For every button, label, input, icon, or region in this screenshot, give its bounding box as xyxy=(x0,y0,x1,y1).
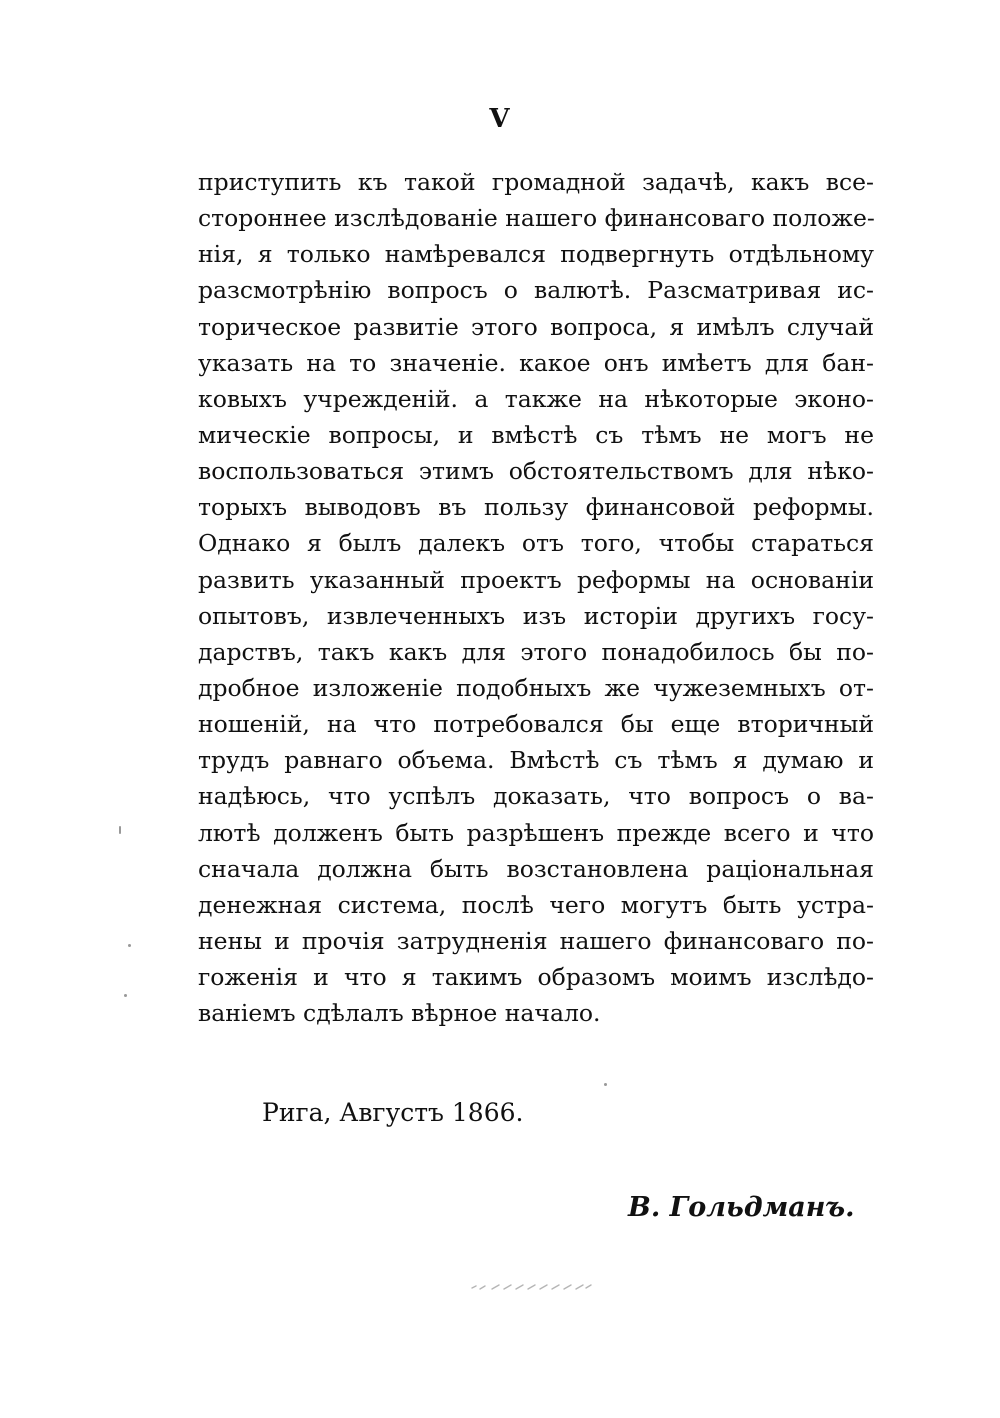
text-line: трудъ равнаго объема. Вмѣстѣ съ тѣмъ я думаю и xyxy=(198,746,874,775)
text-line: торическое развитіе этого вопроса, я имѣлъ случай xyxy=(198,312,874,341)
margin-speck xyxy=(604,1083,607,1086)
margin-speck xyxy=(128,944,131,947)
text-line: разсмотрѣнію вопросъ о валютѣ. Разсматривая ис- xyxy=(198,276,874,305)
text-line: сначала должна быть возстановлена раціональная xyxy=(198,854,874,883)
text-line: ваніемъ сдѣлалъ вѣрное начало. xyxy=(198,999,601,1028)
page-number: V xyxy=(489,104,511,134)
text-line: указать на то значеніе. какое онъ имѣетъ для бан- xyxy=(198,348,874,377)
text-line: ковыхъ учрежденій. а также на нѣкоторые эконо- xyxy=(198,384,874,413)
signature: В. Гольдманъ. xyxy=(628,1192,855,1223)
text-line: стороннее изслѣдованіе нашего финансоваго положе- xyxy=(198,204,875,233)
text-line: мическіе вопросы, и вмѣстѣ съ тѣмъ не могъ не xyxy=(198,420,874,449)
text-line: гоженія и что я такимъ образомъ моимъ изслѣдо- xyxy=(198,963,874,992)
text-line: дробное изложеніе подобныхъ же чужеземныхъ от- xyxy=(198,673,874,702)
text-line: нены и прочія затрудненія нашего финансоваго по- xyxy=(198,926,874,955)
ornament-divider xyxy=(470,1280,594,1294)
text-line: лютѣ долженъ быть разрѣшенъ прежде всего и что xyxy=(198,818,874,847)
text-line: опытовъ, извлеченныхъ изъ исторіи другихъ госу- xyxy=(198,601,874,630)
text-line: приступить къ такой громадной задачѣ, какъ все- xyxy=(198,168,874,196)
margin-speck xyxy=(119,826,121,834)
text-line: надѣюсь, что успѣлъ доказать, что вопросъ о ва- xyxy=(198,782,874,811)
text-line: Однако я былъ далекъ отъ того, чтобы стараться xyxy=(198,529,874,558)
place-date: Рига, Августъ 1866. xyxy=(262,1098,524,1127)
margin-speck xyxy=(124,994,127,997)
text-line: денежная система, послѣ чего могутъ быть устра- xyxy=(198,890,874,919)
text-line: развить указанный проектъ реформы на основаніи xyxy=(198,565,874,594)
text-line: дарствъ, такъ какъ для этого понадобилось бы по- xyxy=(198,637,874,666)
text-line: воспользоваться этимъ обстоятельствомъ для нѣко- xyxy=(198,457,874,486)
text-line: нія, я только намѣревался подвергнуть отдѣльному xyxy=(198,240,874,269)
body-text xyxy=(198,164,874,1031)
text-line: торыхъ выводовъ въ пользу финансовой реформы. xyxy=(198,493,874,522)
text-line: ношеній, на что потребовался бы еще вторичный xyxy=(198,710,874,739)
